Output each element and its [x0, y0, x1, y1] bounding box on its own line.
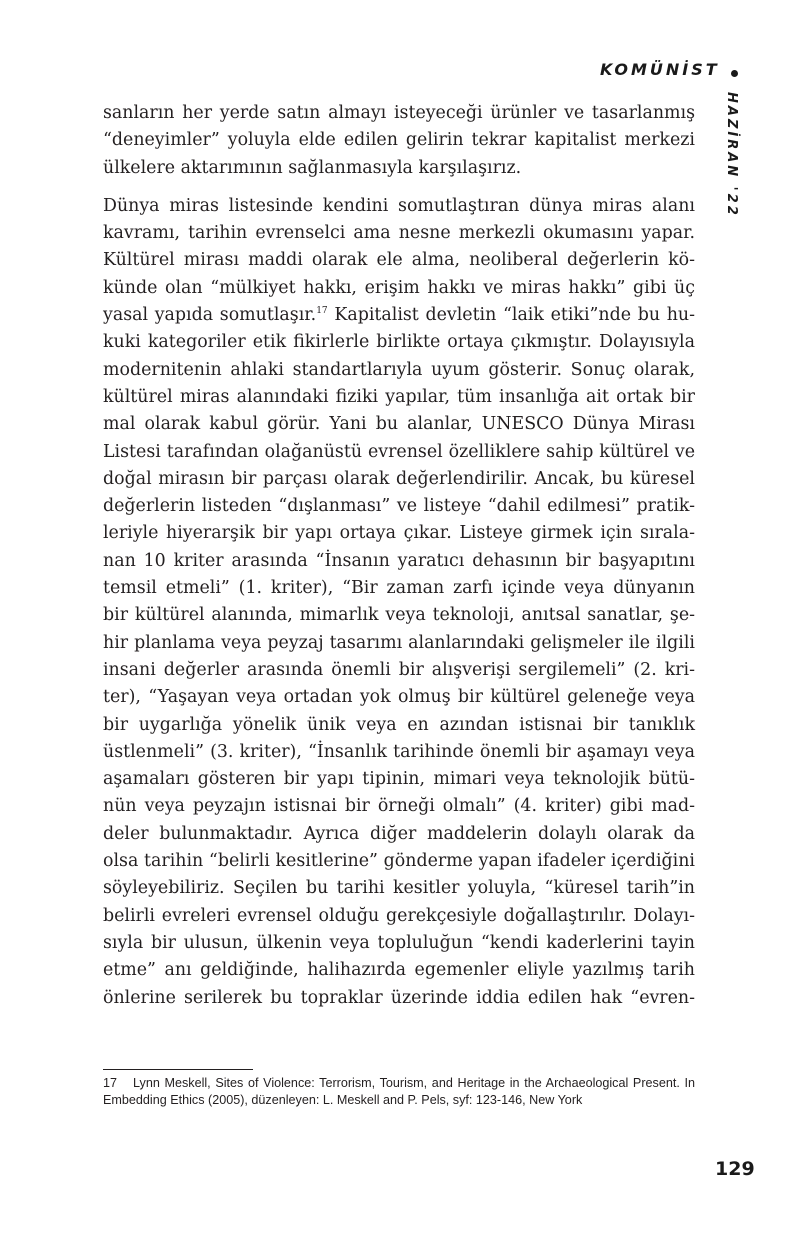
text-line: “deneyimler” yoluyla elde edilen gelirin tekrar kapitalist merkezi — [103, 130, 695, 151]
article-body — [103, 100, 695, 1012]
text-line: kuki kategoriler etik fikirlerle birlikte ortaya çıkmıştır. Dolayısıyla — [103, 332, 695, 353]
text-line: bir uygarlığa yönelik ünik veya en azından istisnai bir tanıklık — [103, 714, 695, 735]
text-line: sıyla bir ulusun, ülkenin veya topluluğun “kendi kaderlerini tayin — [103, 932, 695, 953]
text-fragment: Kapitalist devletin “laik etiki”nde bu hu- — [334, 305, 695, 326]
text-line: önlerine serilerek bu topraklar üzerinde iddia edilen hak “evren- — [103, 987, 695, 1008]
text-line: değerlerin listeden “dışlanması” ve listeye “dahil edilmesi” pratik- — [103, 496, 695, 517]
text-line: kültürel miras alanındaki fiziki yapılar, tüm insanlığa ait ortak bir — [103, 386, 695, 407]
text-line: Kültürel mirası maddi olarak ele alma, neoliberal değerlerin kö- — [103, 250, 695, 271]
text-line: temsil etmeli” (1. kriter), “Bir zaman zarfı içinde veya dünyanın — [103, 578, 695, 599]
text-line: insani değerler arasında önemli bir alışverişi sergilemeli” (2. kri- — [103, 659, 695, 680]
text-line: modernitenin ahlaki standartlarıyla uyum gösterir. Sonuç olarak, — [103, 359, 695, 380]
paragraph-2 — [103, 193, 695, 1012]
text-line: aşamaları gösteren bir yapı tipinin, mimari veya teknolojik bütü- — [103, 769, 695, 790]
text-line: Dünya miras listesinde kendini somutlaştıran dünya miras alanı — [103, 195, 695, 216]
footnote-reference[interactable]: 17 — [316, 306, 328, 317]
text-line: mal olarak kabul görür. Yani bu alanlar, UNESCO Dünya Mirası — [103, 414, 695, 435]
text-line: ülkelere aktarımının sağlanmasıyla karşılaşırız. — [103, 157, 522, 178]
text-line: nün veya peyzajın istisnai bir örneği olmalı” (4. kriter) gibi mad- — [103, 796, 695, 817]
footnote-number: 17 — [103, 1076, 118, 1090]
text-line: bir kültürel alanında, mimarlık veya teknoloji, anıtsal sanatlar, şe- — [103, 605, 695, 626]
footnote-text: Lynn Meskell, Sites of Violence: Terrorism, Tourism, and Heritage in the Archaeological Present. In Embedding Ethics (2005), düzenleyen: L. Meskell and P. Pels, syf: 123-146, New York — [103, 1076, 695, 1107]
footnote-divider — [103, 1069, 253, 1070]
text-line: leriyle hiyerarşik bir yapı ortaya çıkar. Listeye girmek için sırala- — [103, 523, 695, 544]
text-line: doğal mirasın bir parçası olarak değerlendirilir. Ancak, bu küresel — [103, 468, 695, 489]
text-line: hir planlama veya peyzaj tasarımı alanlarındaki gelişmeler ile ilgili — [103, 632, 695, 653]
text-line: olsa tarihin “belirli kesitlerine” gönderme yapan ifadeler içerdiğini — [103, 851, 695, 872]
text-fragment: yasal yapıda somutlaşır. — [103, 305, 317, 326]
paragraph-1 — [103, 100, 695, 182]
page-number: 129 — [715, 1158, 755, 1180]
text-line: nan 10 kriter arasında “İnsanın yaratıcı dehasının bir başyapıtını — [103, 550, 695, 571]
text-line — [103, 302, 695, 329]
text-line: belirli evreleri evrensel olduğu gerekçesiyle doğallaştırılır. Dolayı- — [103, 905, 695, 926]
text-line: ter), “Yaşayan veya ortadan yok olmuş bir kültürel geleneğe veya — [103, 687, 695, 708]
text-line: etme” anı geldiğinde, halihazırda egemenler eliyle yazılmış tarih — [103, 960, 695, 981]
magazine-title: KOMÜNİST — [600, 60, 720, 79]
text-line: künde olan “mülkiyet hakkı, erişim hakkı ve miras hakkı” gibi üç — [103, 277, 695, 298]
text-line: kavramı, tarihin evrenselci ama nesne merkezli okumasını yapar. — [103, 223, 695, 244]
text-line: deler bulunmaktadır. Ayrıca diğer maddelerin dolaylı olarak da — [103, 823, 695, 844]
text-line: üstlenmeli” (3. kriter), “İnsanlık tarihinde önemli bir aşamayı veya — [103, 741, 695, 762]
text-line: söyleyebiliriz. Seçilen bu tarihi kesitler yoluyla, “küresel tarih”in — [103, 878, 695, 899]
footnote — [103, 1075, 695, 1109]
bullet-icon — [731, 70, 738, 77]
issue-label: HAZİRAN '22 — [724, 92, 739, 218]
text-line: Listesi tarafından olağanüstü evrensel özelliklere sahip kültürel ve — [103, 441, 695, 462]
text-line: sanların her yerde satın almayı isteyeceği ürünler ve tasarlanmış — [103, 103, 695, 123]
